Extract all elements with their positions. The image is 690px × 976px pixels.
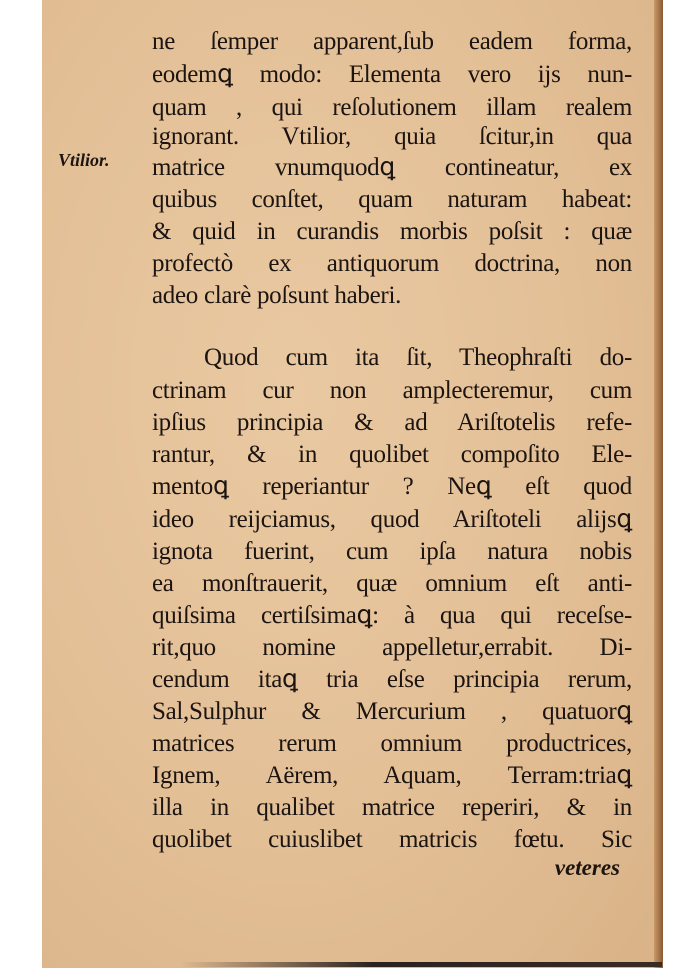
text-line: quolibet cuiuslibet matricis fœtu. Sic bbox=[152, 826, 632, 853]
text-line: mentoꝗ reperiantur ? Neꝗ eſt quod bbox=[152, 473, 632, 500]
text-line: quam , qui reſolutionem illam realem bbox=[152, 94, 632, 121]
text-line: ignorant. Vtilior, quia ſcitur,in qua bbox=[152, 123, 632, 150]
text-line: cendum itaꝗ tria eſse principia rerum, bbox=[152, 666, 632, 693]
text-line: Ignem, Aërem, Aquam, Terram:triaꝗ bbox=[152, 762, 632, 789]
text-line: ctrinam cur non amplecteremur, cum bbox=[152, 377, 632, 404]
text-line: & quid in curandis morbis poſsit : quæ bbox=[152, 218, 632, 245]
text-line: profectò ex antiquorum doctrina, non bbox=[152, 250, 632, 277]
text-line: matrice vnumquodꝗ contineatur, ex bbox=[152, 154, 632, 181]
text-line: ignota fuerint, cum ipſa natura nobis bbox=[152, 538, 632, 565]
text-line: adeo clarè poſsunt haberi. bbox=[152, 282, 402, 309]
text-line: matrices rerum omnium productrices, bbox=[152, 730, 632, 757]
text-line: rit,quo nomine appelletur,errabit. Di- bbox=[152, 634, 632, 661]
text-line: ideo reijciamus, quod Ariſtoteli alijsꝗ bbox=[152, 506, 632, 533]
text-line: quiſsima certiſsimaꝗ: à qua qui receſse- bbox=[152, 602, 632, 629]
text-line: Quod cum ita ſit, Theophraſti do- bbox=[204, 344, 632, 371]
text-line: quibus conſtet, quam naturam habeat: bbox=[152, 186, 632, 213]
margin-note: Vtilior. bbox=[58, 150, 110, 170]
catchword: veteres bbox=[554, 855, 620, 880]
page-bottom-shadow bbox=[180, 962, 662, 967]
text-line: ne ſemper apparent,ſub eadem forma, bbox=[152, 28, 632, 55]
text-line: ipſius principia & ad Ariſtotelis refe- bbox=[152, 409, 632, 436]
text-line: rantur, & in quolibet compoſito Ele- bbox=[152, 441, 632, 468]
text-line: illa in qualibet matrice reperiri, & in bbox=[152, 794, 632, 821]
text-line: Sal,Sulphur & Mercurium , quatuorꝗ bbox=[152, 698, 632, 725]
page-edge bbox=[654, 0, 663, 968]
text-line: eodemꝗ modo: Elementa vero ijs nun- bbox=[152, 61, 632, 88]
text-line: ea monſtrauerit, quæ omnium eſt anti- bbox=[152, 570, 632, 597]
